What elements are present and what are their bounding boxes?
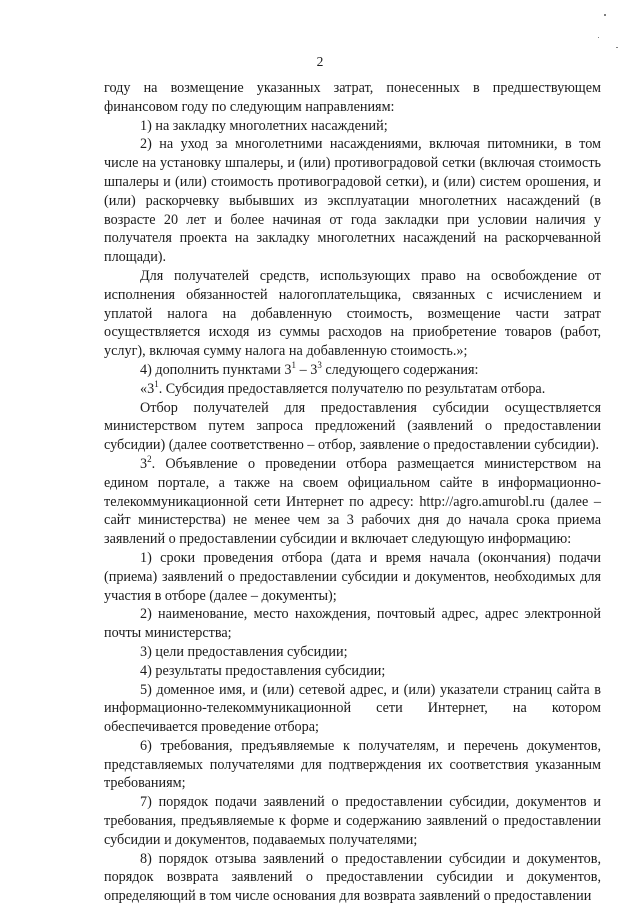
amendment-item: 4) дополнить пунктами $3^1 - 3^3$ следующего содержания:	[140, 359, 479, 378]
list-item: 8) порядок отзыва заявлений о предоставлении субсидии и документов, порядок возврата заявлений о предоставлении субсидии и документов, определяющий в том числе основания для возврата заявлений о предоставлении	[104, 850, 601, 905]
list-item: 1) на закладку многолетних насаждений;	[140, 117, 388, 134]
list-item: 3) цели предоставления субсидии;	[140, 643, 348, 660]
list-item: 1) сроки проведения отбора (дата и время начала (окончания) подачи (приема) заявлений о предоставлении субсидии и документов, необходимых для участия в отборе (далее – документы);	[104, 549, 601, 604]
clause-3-1: «$3^1$. Субсидия предоставляется получателю по результатам отбора.	[140, 378, 546, 397]
document-body	[104, 79, 601, 906]
list-item: 2) на уход за многолетними насаждениями, включая питомники, в том числе на установку шпалеры, и (или) противоградовой сетки (включая стоимость шпалеры и (или) стоимость противоградовой сетки), и (или) систем орошения, и (или) раскорчевку выбывших из эксплуатации многолетних насаждений (в возрасте 20 лет и более начиная от года закладки при условии наличия у получателя проекта на закладку многолетних насаждений на раскорчеванной площади).	[104, 136, 601, 266]
list-item: 2) наименование, место нахождения, почтовый адрес, адрес электронной почты министерства;	[104, 606, 601, 642]
paragraph: Для получателей средств, использующих право на освобождение от исполнения обязанностей налогоплательщика, связанных с исчислением и уплатой налога на добавленную стоимость, возмещение части затрат осуществляется исходя из суммы расходов на приобретение товаров (работ, услуг), включая сумму налога на добавленную стоимость.»;	[104, 267, 601, 360]
scan-speck	[598, 37, 599, 38]
page-number: 2	[316, 54, 324, 69]
paragraph: году на возмещение указанных затрат, понесенных в предшествующем финансовом году по следующим направлениям:	[104, 80, 601, 115]
list-item: 4) результаты предоставления субсидии;	[140, 662, 386, 679]
scan-speck	[616, 47, 618, 48]
paragraph: Отбор получателей для предоставления субсидии осуществляется министерством путем запроса предложений (заявлений о предоставлении субсидии) (далее соответственно – отбор, заявление о предоставлении субсидии).	[104, 399, 601, 454]
list-item: 5) доменное имя, и (или) сетевой адрес, и (или) указатели страниц сайта в информационно-телекоммуникационной сети Интернет, на котором обеспечивается проведение отбора;	[104, 681, 601, 736]
list-item: 7) порядок подачи заявлений о предоставлении субсидии, документов и требования, предъявляемые к форме и содержанию заявлений о предоставлении субсидии и документов, подаваемых получателями;	[104, 794, 601, 848]
list-item: 6) требования, предъявляемые к получателям, и перечень документов, представляемых получателями для подтверждения их соответствия указанным требованиям;	[104, 737, 601, 792]
scan-speck	[604, 14, 606, 16]
clause-3-2: $3^2$. Объявление о проведении отбора размещается министерством на едином портале, а также на своем официальном сайте в информационно-телекоммуникационной сети Интернет по адресу: http://agro.amurobl.ru (далее – сайт министерства) не менее чем за 3 рабочих дня до начала срока приема заявлений о предоставлении субсидии и включает следующую информацию:	[104, 453, 601, 548]
